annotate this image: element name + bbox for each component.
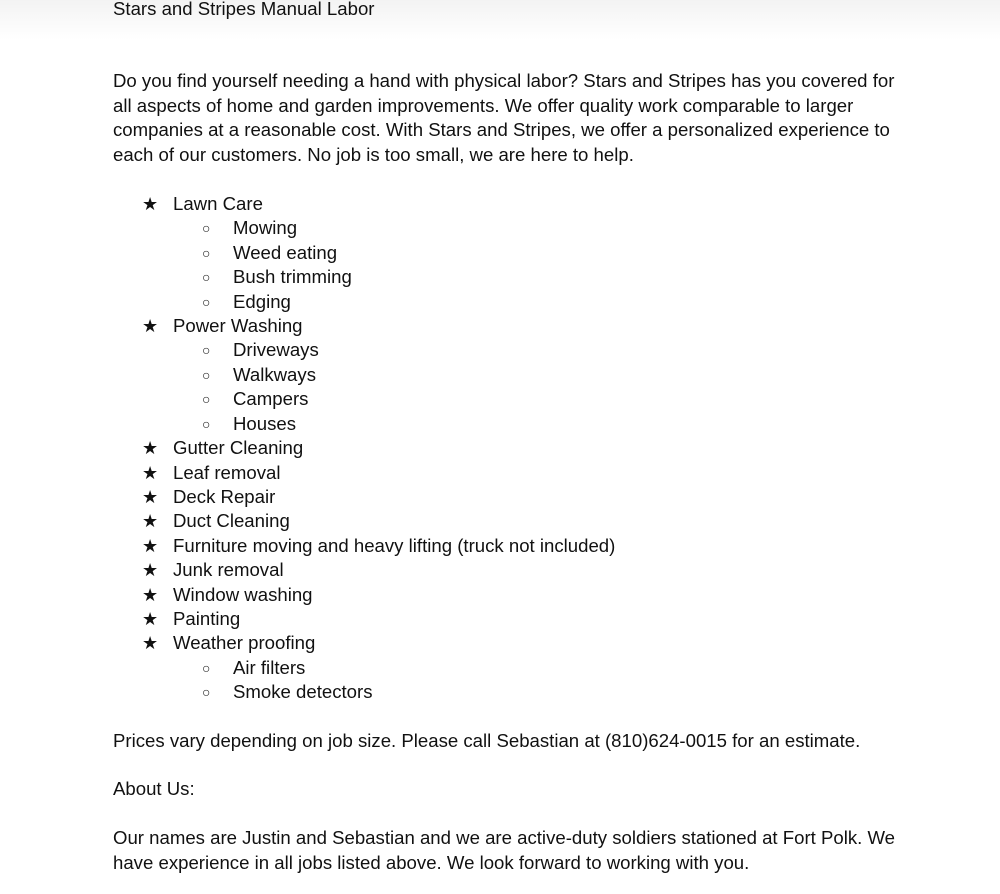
list-item	[113, 314, 903, 436]
sub-list-item	[173, 338, 903, 362]
intro-paragraph: Do you find yourself needing a hand with physical labor? Stars and Stripes has you covered for all aspects of home and garden improvements. We offer quality work comparable to larger companies at a reasonable cost. With Stars and Stripes, we offer a personalized experience to each of our customers. No job is too small, we are here to help.	[113, 70, 895, 165]
circle-bullet-icon: ○	[202, 293, 211, 310]
sub-list-item	[173, 363, 903, 387]
prices-paragraph: Prices vary depending on job size. Please call Sebastian at (810)624-0015 for an estimate.	[113, 729, 861, 751]
sub-item-label: Edging	[233, 290, 291, 312]
sub-item-label: Weed eating	[233, 241, 338, 263]
star-bullet-icon: ★	[142, 560, 159, 581]
about-heading: About Us:	[113, 778, 195, 800]
list-item	[113, 436, 903, 460]
sub-item-label: Air filters	[233, 656, 306, 678]
list-item	[113, 192, 903, 314]
sub-list-item	[173, 265, 903, 289]
star-bullet-icon: ★	[142, 438, 159, 459]
sub-item-label: Campers	[233, 388, 309, 410]
list-item	[113, 461, 903, 485]
star-bullet-icon: ★	[142, 511, 159, 532]
sub-list-item	[173, 680, 903, 704]
service-label: Window washing	[173, 583, 313, 605]
service-label: Furniture moving and heavy lifting (truck not included)	[173, 534, 616, 556]
star-bullet-icon: ★	[142, 633, 159, 654]
star-bullet-icon: ★	[142, 486, 159, 507]
service-label: Deck Repair	[173, 485, 276, 507]
sub-item-label: Houses	[233, 412, 297, 434]
sub-list-item	[173, 241, 903, 265]
sub-list-item	[173, 656, 903, 680]
service-label: Painting	[173, 607, 241, 629]
document-page	[113, 0, 903, 875]
sub-list-item	[173, 216, 903, 240]
sub-item-label: Mowing	[233, 217, 298, 239]
list-item	[113, 607, 903, 631]
star-bullet-icon: ★	[142, 462, 159, 483]
list-item	[113, 631, 903, 704]
sub-item-label: Bush trimming	[233, 266, 352, 288]
sub-list-item	[173, 387, 903, 411]
circle-bullet-icon: ○	[202, 684, 211, 701]
circle-bullet-icon: ○	[202, 220, 211, 237]
list-item	[113, 509, 903, 533]
circle-bullet-icon: ○	[202, 366, 211, 383]
document-title: Stars and Stripes Manual Labor	[113, 0, 375, 19]
service-label: Power Washing	[173, 315, 303, 337]
list-item	[113, 534, 903, 558]
services-list	[113, 192, 903, 705]
circle-bullet-icon: ○	[202, 269, 211, 286]
service-label: Duct Cleaning	[173, 510, 290, 532]
circle-bullet-icon: ○	[202, 391, 211, 408]
sub-list	[173, 216, 903, 314]
sub-list	[173, 338, 903, 436]
about-paragraph: Our names are Justin and Sebastian and we are active-duty soldiers stationed at Fort Polk. We have experience in all jobs listed above. We look forward to working with you.	[113, 827, 896, 873]
circle-bullet-icon: ○	[202, 415, 211, 432]
star-bullet-icon: ★	[142, 316, 159, 337]
sub-item-label: Walkways	[233, 363, 316, 385]
star-bullet-icon: ★	[142, 608, 159, 629]
sub-item-label: Driveways	[233, 339, 319, 361]
service-label: Gutter Cleaning	[173, 437, 304, 459]
star-bullet-icon: ★	[142, 194, 159, 215]
list-item	[113, 558, 903, 582]
circle-bullet-icon: ○	[202, 659, 211, 676]
service-label: Leaf removal	[173, 461, 281, 483]
list-item	[113, 583, 903, 607]
service-label: Lawn Care	[173, 193, 263, 215]
star-bullet-icon: ★	[142, 584, 159, 605]
circle-bullet-icon: ○	[202, 244, 211, 261]
list-item	[113, 485, 903, 509]
sub-list	[173, 656, 903, 705]
sub-item-label: Smoke detectors	[233, 681, 373, 703]
sub-list-item	[173, 290, 903, 314]
sub-list-item	[173, 412, 903, 436]
star-bullet-icon: ★	[142, 535, 159, 556]
circle-bullet-icon: ○	[202, 342, 211, 359]
service-label: Junk removal	[173, 559, 284, 581]
service-label: Weather proofing	[173, 632, 316, 654]
